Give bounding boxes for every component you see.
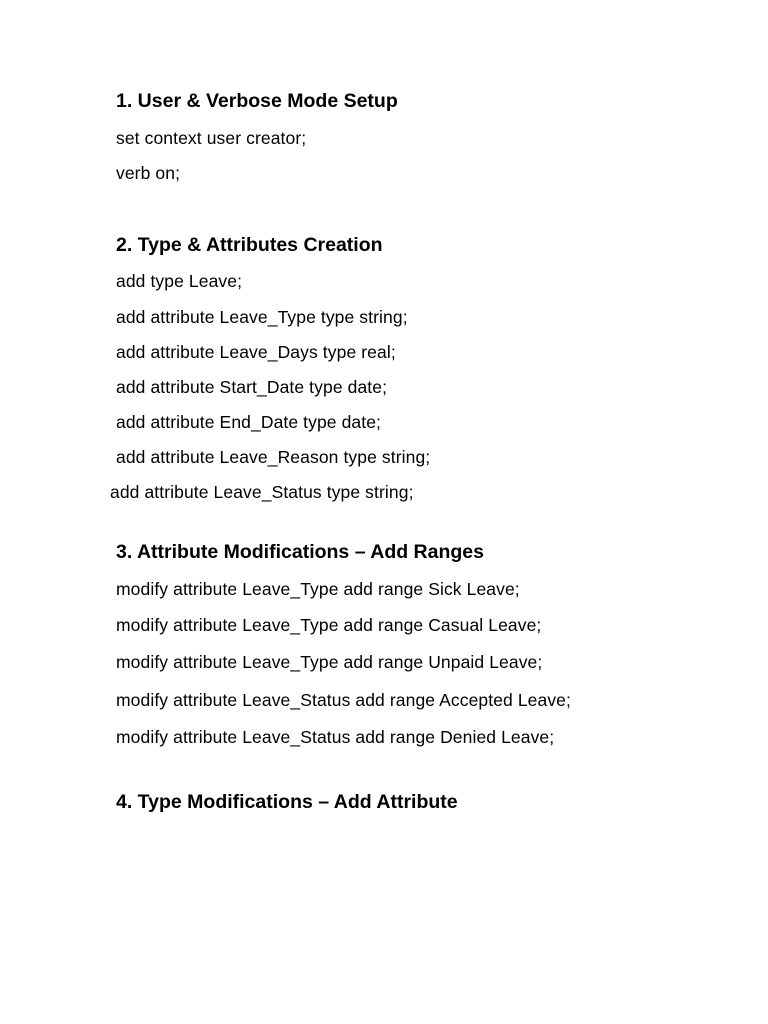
section-2-line-6: add attribute Leave_Reason type string; xyxy=(116,447,431,467)
section-2-line-2: add attribute Leave_Type type string; xyxy=(116,307,408,327)
section-3-line-4: modify attribute Leave_Status add range Accepted Leave; xyxy=(116,690,571,710)
section-2-line-7: add attribute Leave_Status type string; xyxy=(110,482,414,502)
section-3-heading: 3. Attribute Modifications – Add Ranges xyxy=(116,541,484,563)
section-1-heading: 1. User & Verbose Mode Setup xyxy=(116,90,398,112)
section-1-line-2: verb on; xyxy=(116,163,181,183)
section-3-line-1: modify attribute Leave_Type add range Sick Leave; xyxy=(116,579,520,599)
section-2-heading: 2. Type & Attributes Creation xyxy=(116,234,383,256)
section-2-line-4: add attribute Start_Date type date; xyxy=(116,377,388,397)
section-1-line-1: set context user creator; xyxy=(116,128,307,148)
section-4-heading: 4. Type Modifications – Add Attribute xyxy=(116,791,458,813)
section-2-line-1: add type Leave; xyxy=(116,271,243,291)
section-3-line-5: modify attribute Leave_Status add range Denied Leave; xyxy=(116,727,555,747)
section-3-line-3: modify attribute Leave_Type add range Unpaid Leave; xyxy=(116,652,543,672)
section-2-line-5: add attribute End_Date type date; xyxy=(116,412,382,432)
section-2-line-3: add attribute Leave_Days type real; xyxy=(116,342,396,362)
section-3-line-2: modify attribute Leave_Type add range Casual Leave; xyxy=(116,615,542,635)
